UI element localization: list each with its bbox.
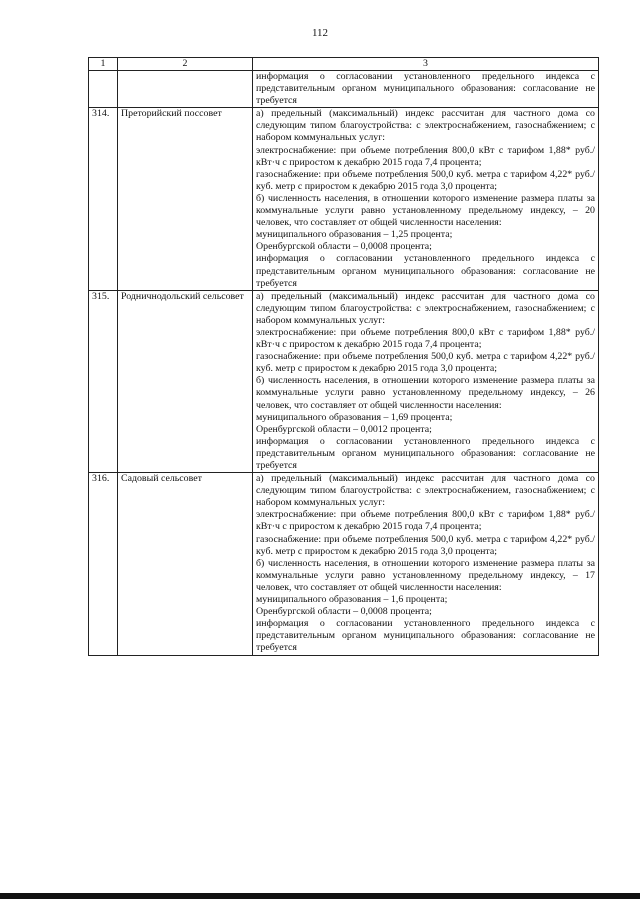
municipality-name-cell: Преторийский поссовет xyxy=(118,108,253,290)
table-row xyxy=(89,290,599,472)
paragraph: информация о согласовании установленного предельного индекса с представительным органом муниципального образования: согласование не требуется xyxy=(256,618,595,654)
municipality-name-cell: Садовый сельсовет xyxy=(118,473,253,655)
index-description-cell xyxy=(253,108,599,290)
index-description-cell xyxy=(253,290,599,472)
paragraph: б) численность населения, в отношении которого изменение размера платы за коммунальные услуги равно установленному предельному индексу, – 26 человек, что составляет от общей численности населения: xyxy=(256,375,595,411)
page-number: 112 xyxy=(311,27,329,39)
municipality-name-cell: Родничнодольский сельсовет xyxy=(118,290,253,472)
column-header-2: 2 xyxy=(118,58,253,71)
scan-edge-bar xyxy=(0,893,640,899)
tariff-index-table xyxy=(88,57,599,656)
row-number-cell: 314. xyxy=(89,108,118,290)
index-description-cell xyxy=(253,473,599,655)
paragraph: муниципального образования – 1,69 процента; xyxy=(256,411,453,423)
row-number-cell: 316. xyxy=(89,473,118,655)
paragraph: муниципального образования – 1,25 процента; xyxy=(256,229,453,241)
paragraph: информация о согласовании установленного предельного индекса с представительным органом муниципального образования: согласование не требуется xyxy=(256,253,595,289)
paragraph: газоснабжение: при объеме потребления 500,0 куб. метра с тарифом 4,22* руб./куб. метр с приростом к декабрю 2015 года 3,0 процента; xyxy=(256,351,595,375)
municipality-name-cell xyxy=(118,71,253,108)
paragraph: Оренбургской области – 0,0008 процента; xyxy=(256,241,432,253)
table-header-row xyxy=(89,58,599,71)
table-row xyxy=(89,473,599,655)
paragraph: а) предельный (максимальный) индекс рассчитан для частного дома со следующим типом благоустройства: с электроснабжением, газоснабжением; с набором коммунальных услуг: xyxy=(256,290,595,326)
paragraph: газоснабжение: при объеме потребления 500,0 куб. метра с тарифом 4,22* руб./куб. метр с приростом к декабрю 2015 года 3,0 процента; xyxy=(256,533,595,557)
paragraph: электроснабжение: при объеме потребления 800,0 кВт с тарифом 1,88* руб./кВт·ч с приростом к декабрю 2015 года 7,4 процента; xyxy=(256,326,595,351)
paragraph: электроснабжение: при объеме потребления 800,0 кВт с тарифом 1,88* руб./кВт·ч с приростом к декабрю 2015 года 7,4 процента; xyxy=(256,144,595,168)
paragraph: б) численность населения, в отношении которого изменение размера платы за коммунальные услуги равно установленному предельному индексу, – 20 человек, что составляет от общей численности населения: xyxy=(256,192,595,229)
column-header-3: 3 xyxy=(253,58,599,71)
index-description-cell xyxy=(253,71,599,108)
paragraph: а) предельный (максимальный) индекс рассчитан для частного дома со следующим типом благоустройства: с электроснабжением, газоснабжением; с набором коммунальных услуг: xyxy=(256,108,595,144)
paragraph: информация о согласовании установленного предельного индекса с представительным органом муниципального образования: согласование не требуется xyxy=(256,435,595,471)
row-number-cell xyxy=(89,71,118,108)
paragraph: Оренбургской области – 0,0008 процента; xyxy=(256,606,432,618)
table-row xyxy=(89,108,599,290)
paragraph: Оренбургской области – 0,0012 процента; xyxy=(256,423,432,435)
row-number-cell: 315. xyxy=(89,290,118,472)
paragraph: муниципального образования – 1,6 процента; xyxy=(256,594,448,606)
column-header-1: 1 xyxy=(89,58,118,71)
paragraph: информация о согласовании установленного предельного индекса с представительным органом муниципального образования: согласование не требуется xyxy=(256,71,595,107)
paragraph: б) численность населения, в отношении которого изменение размера платы за коммунальные услуги равно установленному предельному индексу, – 17 человек, что составляет от общей численности населения: xyxy=(256,557,595,593)
paragraph: а) предельный (максимальный) индекс рассчитан для частного дома со следующим типом благоустройства: с электроснабжением, газоснабжением; с набором коммунальных услуг: xyxy=(256,473,595,509)
paragraph: электроснабжение: при объеме потребления 800,0 кВт с тарифом 1,88* руб./кВт·ч с приростом к декабрю 2015 года 7,4 процента; xyxy=(256,509,595,533)
paragraph: газоснабжение: при объеме потребления 500,0 куб. метра с тарифом 4,22* руб./куб. метр с приростом к декабрю 2015 года 3,0 процента; xyxy=(256,168,595,192)
continuation-row xyxy=(89,71,599,108)
